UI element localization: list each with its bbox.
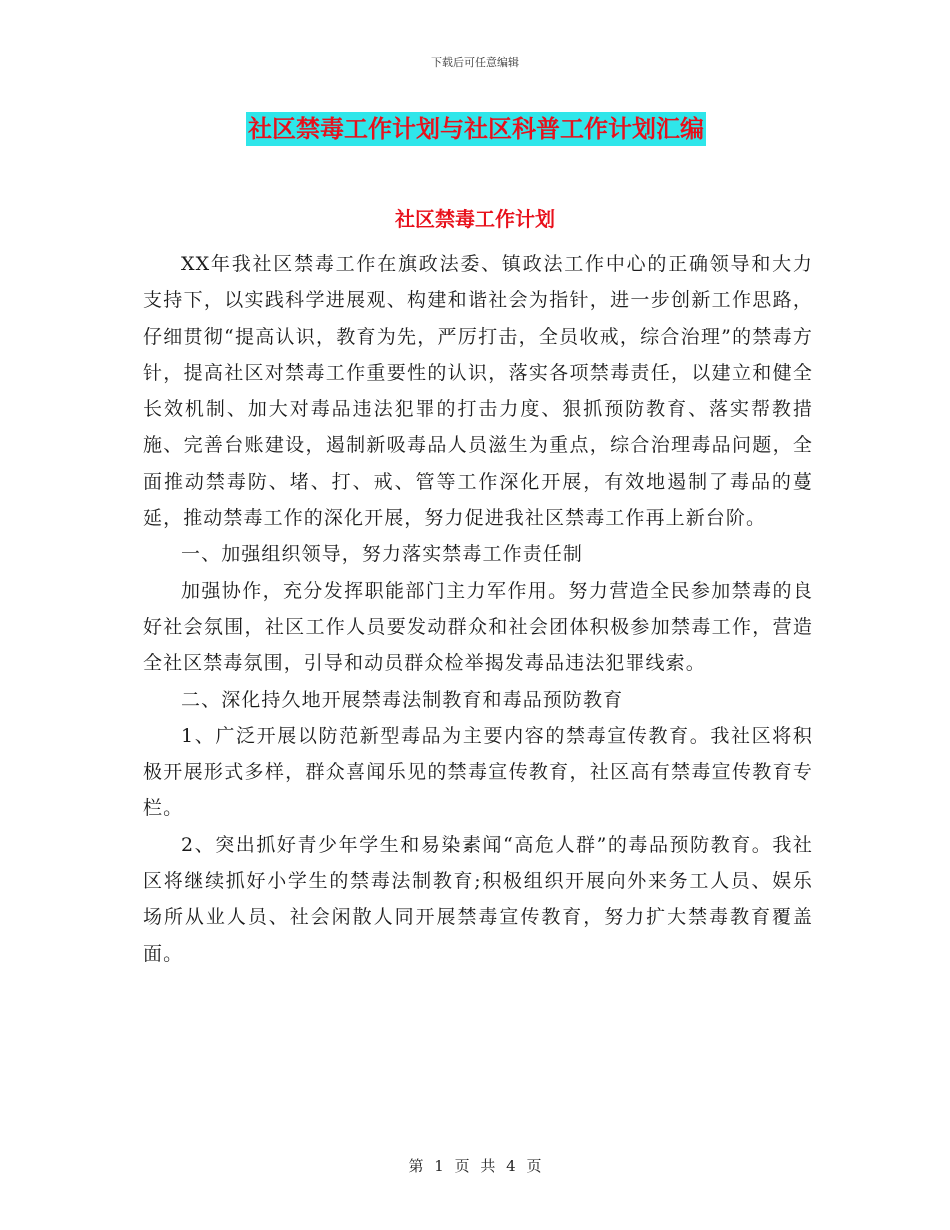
heading-part-one: 一、加强组织领导，努力落实禁毒工作责任制 xyxy=(181,543,584,566)
page-number: 第 1 页 共 4 页 xyxy=(408,1157,542,1175)
paragraph-intro: XX年我社区禁毒工作在旗政法委、镇政法工作中心的正确领导和大力支持下，以实践科学进展观、构建和谐社会为指针，进一步创新工作思路，仔细贯彻“提高认识，教育为先，严厉打击，全员收戒，综合治理”的禁毒方针，提高社区对禁毒工作重要性的认识，落实各项禁毒责任，以建立和健全长效机制、加大对毒品违法犯罪的打击力度、狠抓预防教育、落实帮教措施、完善台账建设，遏制新吸毒品人员滋生为重点，综合治理毒品问题，全面推动禁毒防、堵、打、戒、管等工作深化开展，有效地遏制了毒品的蔓延，推动禁毒工作的深化开展，努力促进我社区禁毒工作再上新台阶。 xyxy=(143,253,813,530)
document-title: 社区禁毒工作计划与社区科普工作计划汇编 xyxy=(246,112,706,146)
paragraph-part-one: 加强协作，充分发挥职能部门主力军作用。努力营造全民参加禁毒的良好社会氛围，社区工作人员要发动群众和社会团体积极参加禁毒工作，营造全社区禁毒氛围，引导和动员群众检举揭发毒品违法犯罪线索。 xyxy=(143,579,813,675)
document-body xyxy=(143,246,813,972)
heading-part-two: 二、深化持久地开展禁毒法制教育和毒品预防教育 xyxy=(181,688,624,711)
section-title: 社区禁毒工作计划 xyxy=(395,207,555,231)
header-note: 下载后可任意编辑 xyxy=(431,56,519,69)
paragraph-item-1: 1、广泛开展以防范新型毒品为主要内容的禁毒宣传教育。我社区将积极开展形式多样，群众喜闻乐见的禁毒宣传教育，社区高有禁毒宣传教育专栏。 xyxy=(143,724,813,820)
paragraph-item-2: 2、突出抓好青少年学生和易染素闻“高危人群”的毒品预防教育。我社区将继续抓好小学生的禁毒法制教育;积极组织开展向外来务工人员、娱乐场所从业人员、社会闲散人同开展禁毒宣传教育，努力扩大禁毒教育覆盖面。 xyxy=(143,833,813,965)
